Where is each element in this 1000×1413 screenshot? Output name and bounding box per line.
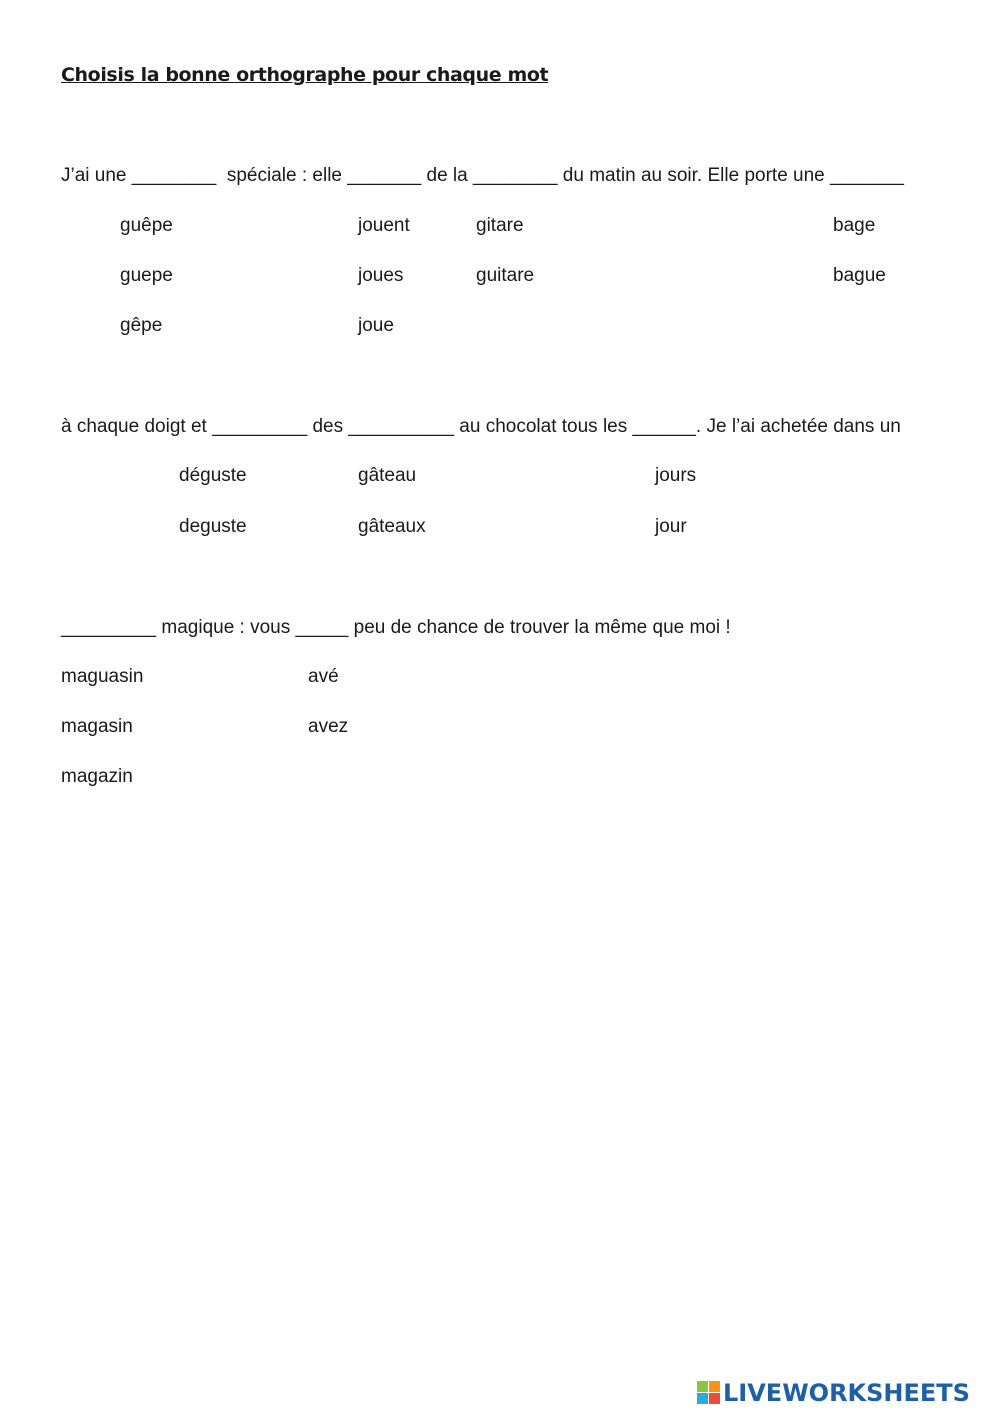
option-jouer-3[interactable]: joue xyxy=(358,315,394,336)
logo-square-orange xyxy=(709,1381,720,1392)
option-jour-2[interactable]: jour xyxy=(655,516,687,537)
liveworksheets-brand[interactable] xyxy=(697,1376,970,1410)
option-gateau-1[interactable]: gâteau xyxy=(358,465,417,486)
option-avez-1[interactable]: avé xyxy=(308,666,339,687)
option-guepe-3[interactable]: gêpe xyxy=(120,315,163,336)
worksheet-title: Choisis la bonne orthographe pour chaque mot xyxy=(61,64,549,86)
option-guepe-2[interactable]: guepe xyxy=(120,265,173,286)
option-guitare-2[interactable]: guitare xyxy=(476,265,535,286)
option-magasin-3[interactable]: magazin xyxy=(61,766,133,787)
logo-square-blue xyxy=(697,1393,708,1404)
option-magasin-1[interactable]: maguasin xyxy=(61,666,144,687)
sentence-2: à chaque doigt et _________ des __________ au chocolat tous les ______. Je l’ai achetée dans un xyxy=(61,416,901,437)
logo-square-green xyxy=(697,1381,708,1392)
option-guitare-1[interactable]: gitare xyxy=(476,215,524,236)
option-jouer-2[interactable]: joues xyxy=(358,265,404,286)
liveworksheets-logo-icon xyxy=(697,1381,721,1405)
sentence-1: J’ai une ________ spéciale : elle _______ de la ________ du matin au soir. Elle porte une _______ xyxy=(61,165,904,186)
liveworksheets-wordmark: LIVEWORKSHEETS xyxy=(723,1379,970,1407)
sentence-3: _________ magique : vous _____ peu de chance de trouver la même que moi ! xyxy=(61,617,731,638)
option-avez-2[interactable]: avez xyxy=(308,716,349,737)
option-magasin-2[interactable]: magasin xyxy=(61,716,133,737)
option-bague-2[interactable]: bague xyxy=(833,265,886,286)
option-bague-1[interactable]: bage xyxy=(833,215,876,236)
option-jour-1[interactable]: jours xyxy=(655,465,697,486)
option-jouer-1[interactable]: jouent xyxy=(358,215,410,236)
option-guepe-1[interactable]: guêpe xyxy=(120,215,173,236)
option-gateau-2[interactable]: gâteaux xyxy=(358,516,426,537)
logo-square-red xyxy=(709,1393,720,1404)
option-deguste-1[interactable]: déguste xyxy=(179,465,247,486)
option-deguste-2[interactable]: deguste xyxy=(179,516,247,537)
